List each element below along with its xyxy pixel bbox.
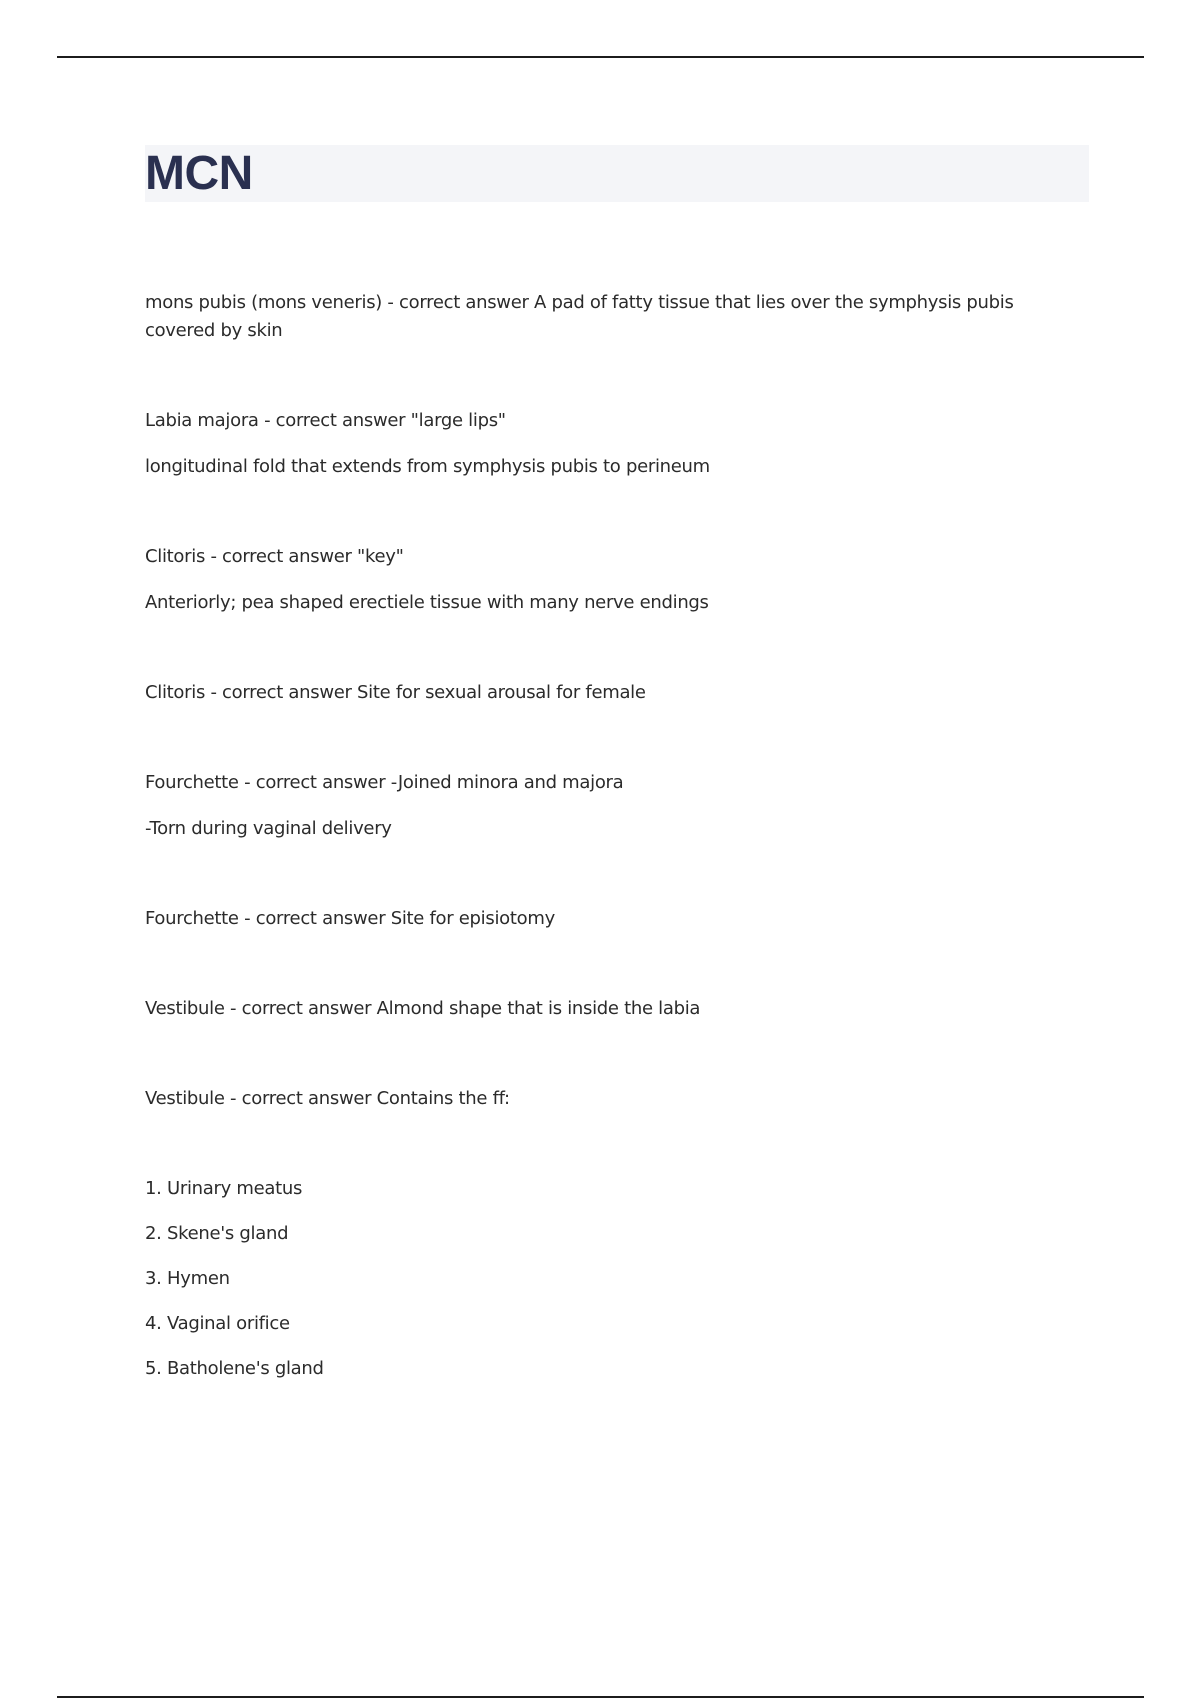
document-content (145, 289, 1045, 1383)
entry-detail: -Torn during vaginal delivery (145, 818, 392, 839)
document-title: MCN (145, 147, 253, 200)
entry-clitoris-site (145, 679, 1045, 707)
entry-fourchette-site (145, 905, 1045, 933)
entry-mons-pubis (145, 289, 1045, 345)
entry-text: Labia majora - correct answer "large lips" (145, 410, 506, 431)
entry-vestibule-contains (145, 1085, 1045, 1113)
entry-detail: longitudinal fold that extends from symphysis pubis to perineum (145, 456, 710, 477)
top-rule (57, 56, 1144, 58)
entry-vestibule-shape (145, 995, 1045, 1023)
entry-text: Clitoris - correct answer "key" (145, 546, 404, 567)
entry-detail: Anteriorly; pea shaped erectiele tissue with many nerve endings (145, 592, 709, 613)
entry-clitoris-key (145, 543, 1045, 617)
vestibule-contents-list (145, 1175, 1045, 1383)
bottom-rule (57, 1696, 1144, 1698)
entry-text: mons pubis (mons veneris) - correct answer A pad of fatty tissue that lies over the symphysis pubis (145, 292, 1014, 313)
entry-text: Clitoris - correct answer Site for sexual arousal for female (145, 682, 646, 703)
entry-text: covered by skin (145, 320, 283, 341)
list-item: 5. Batholene's gland (145, 1358, 324, 1379)
entry-text: Fourchette - correct answer -Joined minora and majora (145, 772, 624, 793)
entry-fourchette-joined (145, 769, 1045, 843)
list-item: 1. Urinary meatus (145, 1178, 303, 1199)
list-item: 2. Skene's gland (145, 1223, 289, 1244)
list-item: 4. Vaginal orifice (145, 1313, 290, 1334)
entry-labia-majora (145, 407, 1045, 481)
title-band (145, 145, 1089, 202)
list-item: 3. Hymen (145, 1268, 230, 1289)
entry-text: Vestibule - correct answer Almond shape that is inside the labia (145, 998, 701, 1019)
entry-text: Fourchette - correct answer Site for episiotomy (145, 908, 555, 929)
entry-text: Vestibule - correct answer Contains the ff: (145, 1088, 510, 1109)
